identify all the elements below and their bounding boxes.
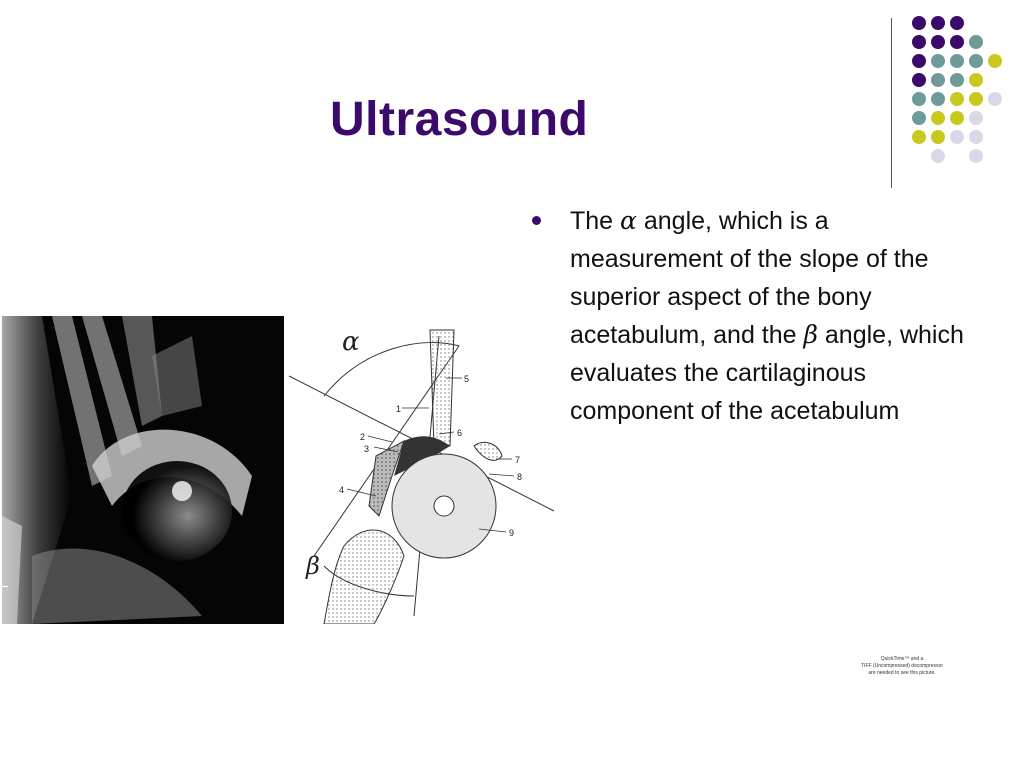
dot [912, 111, 926, 125]
diagram-alpha-label: α [342, 327, 360, 357]
dot [912, 73, 926, 87]
dot [912, 92, 926, 106]
diagram-label-6: 6 [457, 428, 463, 438]
dot [931, 111, 945, 125]
bullet-text-part1: The [570, 207, 621, 235]
quicktime-line-2: TIFF (Uncompressed) decompressor [861, 663, 943, 669]
quicktime-line-1: QuickTime™ and a [880, 656, 924, 662]
dot [969, 130, 983, 144]
ultrasound-image [2, 316, 284, 624]
bullet-text-part2: angle, which is a measurement of the slope of the superior aspect of the bony acetabulum, and the [570, 207, 929, 349]
dot [969, 92, 983, 106]
dot [912, 16, 926, 30]
dot [969, 73, 983, 87]
diagram-beta-label: β [306, 552, 320, 580]
dot [931, 35, 945, 49]
dot [988, 92, 1002, 106]
dot [912, 54, 926, 68]
dot [969, 35, 983, 49]
dot [912, 35, 926, 49]
dot [931, 130, 945, 144]
diagram-label-2: 2 [360, 432, 366, 442]
dot [950, 92, 964, 106]
dot [950, 54, 964, 68]
bullet-text [570, 202, 970, 430]
diagram-label-9: 9 [509, 528, 515, 538]
dot [950, 16, 964, 30]
dot [988, 54, 1002, 68]
dot [950, 35, 964, 49]
diagram-label-7: 7 [515, 455, 521, 465]
dot [931, 16, 945, 30]
alpha-symbol: α [620, 206, 637, 235]
divider-line [891, 18, 892, 188]
bullet-text-part3: angle, which evaluates the cartilaginous component of the acetabulum [570, 321, 964, 425]
diagram-label-1: 1 [396, 404, 402, 414]
bullet-dot-icon [532, 216, 541, 225]
diagram-label-5: 5 [464, 374, 470, 384]
diagram-label-4: 4 [339, 485, 345, 495]
dot [931, 54, 945, 68]
dot [931, 92, 945, 106]
dot [950, 130, 964, 144]
slide-title: Ultrasound [330, 93, 589, 146]
dot [969, 54, 983, 68]
quicktime-line-3: are needed to see this picture. [868, 670, 936, 676]
dot [969, 111, 983, 125]
dot [950, 111, 964, 125]
diagram-label-3: 3 [364, 444, 370, 454]
dot [950, 73, 964, 87]
dot [969, 149, 983, 163]
dot [931, 73, 945, 87]
dot [912, 130, 926, 144]
beta-symbol: β [803, 320, 818, 349]
hip-angle-diagram [284, 316, 558, 624]
quicktime-notice [840, 656, 964, 677]
dot [931, 149, 945, 163]
diagram-label-8: 8 [517, 472, 523, 482]
